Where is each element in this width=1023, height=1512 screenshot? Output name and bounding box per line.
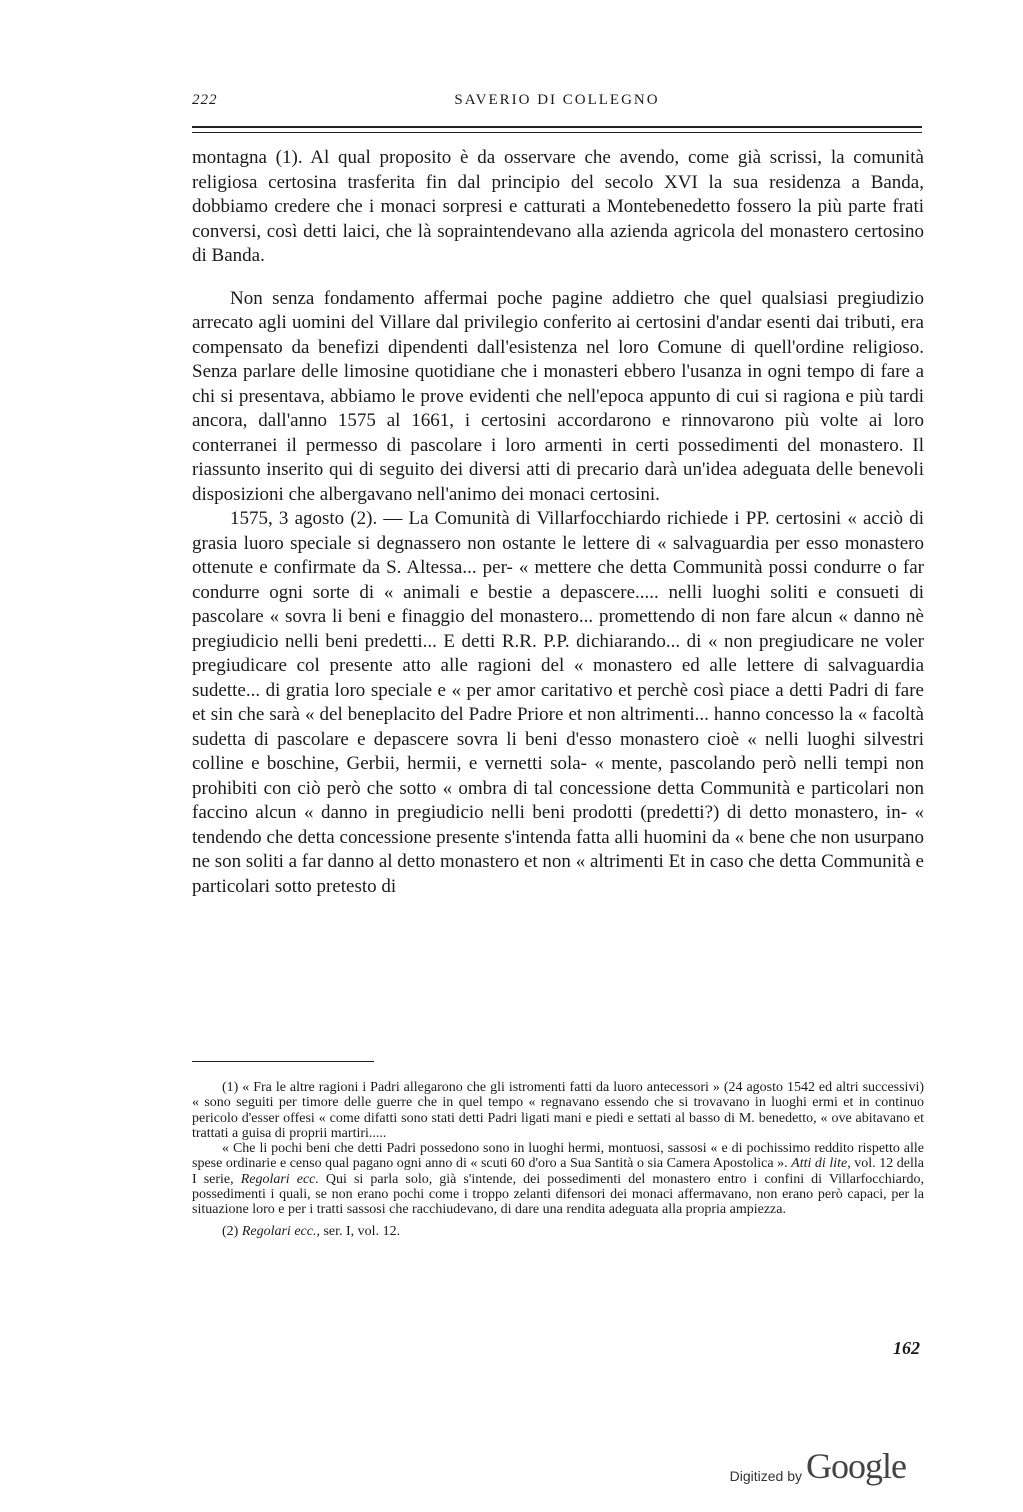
digitized-label: Digitized by [729,1468,803,1484]
footnote-2-source: Regolari ecc. [241,1223,317,1239]
header-rule-thin [192,132,922,133]
google-logo: Google [806,1446,906,1486]
page-header [192,90,922,116]
running-head: SAVERIO DI COLLEGNO [454,92,660,108]
paragraph-3: 1575, 3 agosto (2). — La Comunità di Villarfocchiardo richiede i PP. certosini « acciò di grasia luoro speciale si degnassero non ostante le lettere di « salvaguardia per esso monastero ottenute e confirmate da S. Altessa... per- « mettere che detta Communità possi condurre o far condurre ogni sorte di « animali e bestie a depascere..... nelli luoghi soliti e consueti di pascolare « sovra li beni e finaggio del monastero... promettendo di non fare alcun « danno nè pregiudicio nelli beni predetti... E detti R.R. P.P. dichiarando... di « non pregiudicare ne voler pregiudicare col presente atto alle ragioni del « monastero ed alle lettere di salvaguardia sudette... di gratia loro speciale e « per amor caritativo et perchè così piace a detti Padri di fare et sin che sarà « del beneplacito del Padre Priore et non altrimenti... hanno concesso la « facoltà sudetta di pascolare e depascere sovra li beni d'esso monastero cioè « nelli luoghi silvestri colline e boschine, Gerbii, hermii, e vernetti sola- « mente, pascolando però nelli tempi non prohibiti con ciò però che sotto « ombra di tal concessione detta Communità e particolari non faccino alcun « danno in pregiudicio nelli beni prodotti (predetti?) di detto monastero, in- « tendendo che detta concessione presente s'intenda fatta alli huomini da « bene che non usurpano ne son soliti a far danno al detto monastero et non « altrimenti Et in caso che detta Communità e particolari sotto pretesto di [192,508,924,897]
footnote-1-source-atti: Atti di lite [791,1156,848,1172]
digitized-watermark [730,1448,906,1488]
footnote-1: (1) « Fra le altre ragioni i Padri allegarono che gli istromenti fatti da luoro antecessori » (24 agosto 1542 ed altri successivi) « sono seguiti per timore delle guerre che in quel tempo « regnavano essendo che si trovavano in luoghi ermi et in continuo pericolo d'esser offesi « come difatti sono stati detti Padri ligati mani e piedi e settati al basso di M. benedetto, « ove abitavano et trattati a guisa di proprii martiri..... [192,1080,924,1141]
body-text [192,146,924,899]
page-number: 222 [192,92,218,108]
footnote-separator [192,1061,374,1062]
footnote-2 [192,1224,924,1239]
footnote-1-volume: , vol. 12 della I serie, [192,1156,924,1187]
footnote-2-number: (2) [222,1223,239,1239]
footnote-1-quote: « Che li pochi beni che detti Padri possedono sono in luoghi hermi, montuosi, sassosi « e di pochissimo reddito rispetto alle spese ordinarie e censo qual pagano ogni anno di « scuti 60 d'oro a Sua Santità o sia Camera Apostolica ». [192,1141,924,1172]
sheet-number: 162 [893,1338,920,1358]
paragraph-2: Non senza fondamento affermai poche pagine addietro che quel qualsiasi pregiudizio arrecato agli uomini del Villare dal privilegio conferito ai certosini d'andar esenti dai tributi, era compensato da benefizi dipendenti dall'esistenza nel loro Comune di quell'ordine religioso. Senza parlare delle limosine quotidiane che i monasteri ebbero l'usanza in ogni tempo di fare a chi si presentava, abbiamo le prove evidenti che nell'epoca appunto di cui si ragiona e più tardi ancora, dall'anno 1575 al 1661, i certosini accordarono e rinnovarono più volte ai loro conterranei il permesso di pascolare i loro armenti in certi possedimenti del monastero. Il riassunto inserito qui di seguito dei diversi atti di precario darà un'idea adeguata delle benevoli disposizioni che albergavano nell'animo dei monaci certosini. [192,287,924,505]
footnote-1-commentary: Qui si parla solo, già s'intende, dei possedimenti del monastero entro i confini di Villarfocchiardo, possedimenti i quali, se non erano pochi come i troppo zelanti difensori dei monaci affermavano, non erano però capaci, per la situazione loro e per i tratti sassosi che racchiudevano, di dare una rendita adeguata alla propria ampiezza. [192,1171,924,1218]
header-rule-thick [192,126,922,128]
paragraph-1: montagna (1). Al qual proposito è da osservare che avendo, come già scrissi, la comunità religiosa certosina trasferita fin dal principio del secolo XVI la sua residenza a Banda, dobbiamo credere che i monaci sorpresi e catturati a Montebenedetto fossero la più parte frati conversi, così detti laici, che là sopraintendevano alla azienda agricola del monastero certosino di Banda. [192,147,924,266]
footnote-1-source-regolari: Regolari ecc. [240,1171,319,1187]
footnotes [192,1080,924,1239]
footnote-2-reference: , ser. I, vol. 12. [316,1223,401,1239]
footnote-1-continued [192,1141,924,1217]
